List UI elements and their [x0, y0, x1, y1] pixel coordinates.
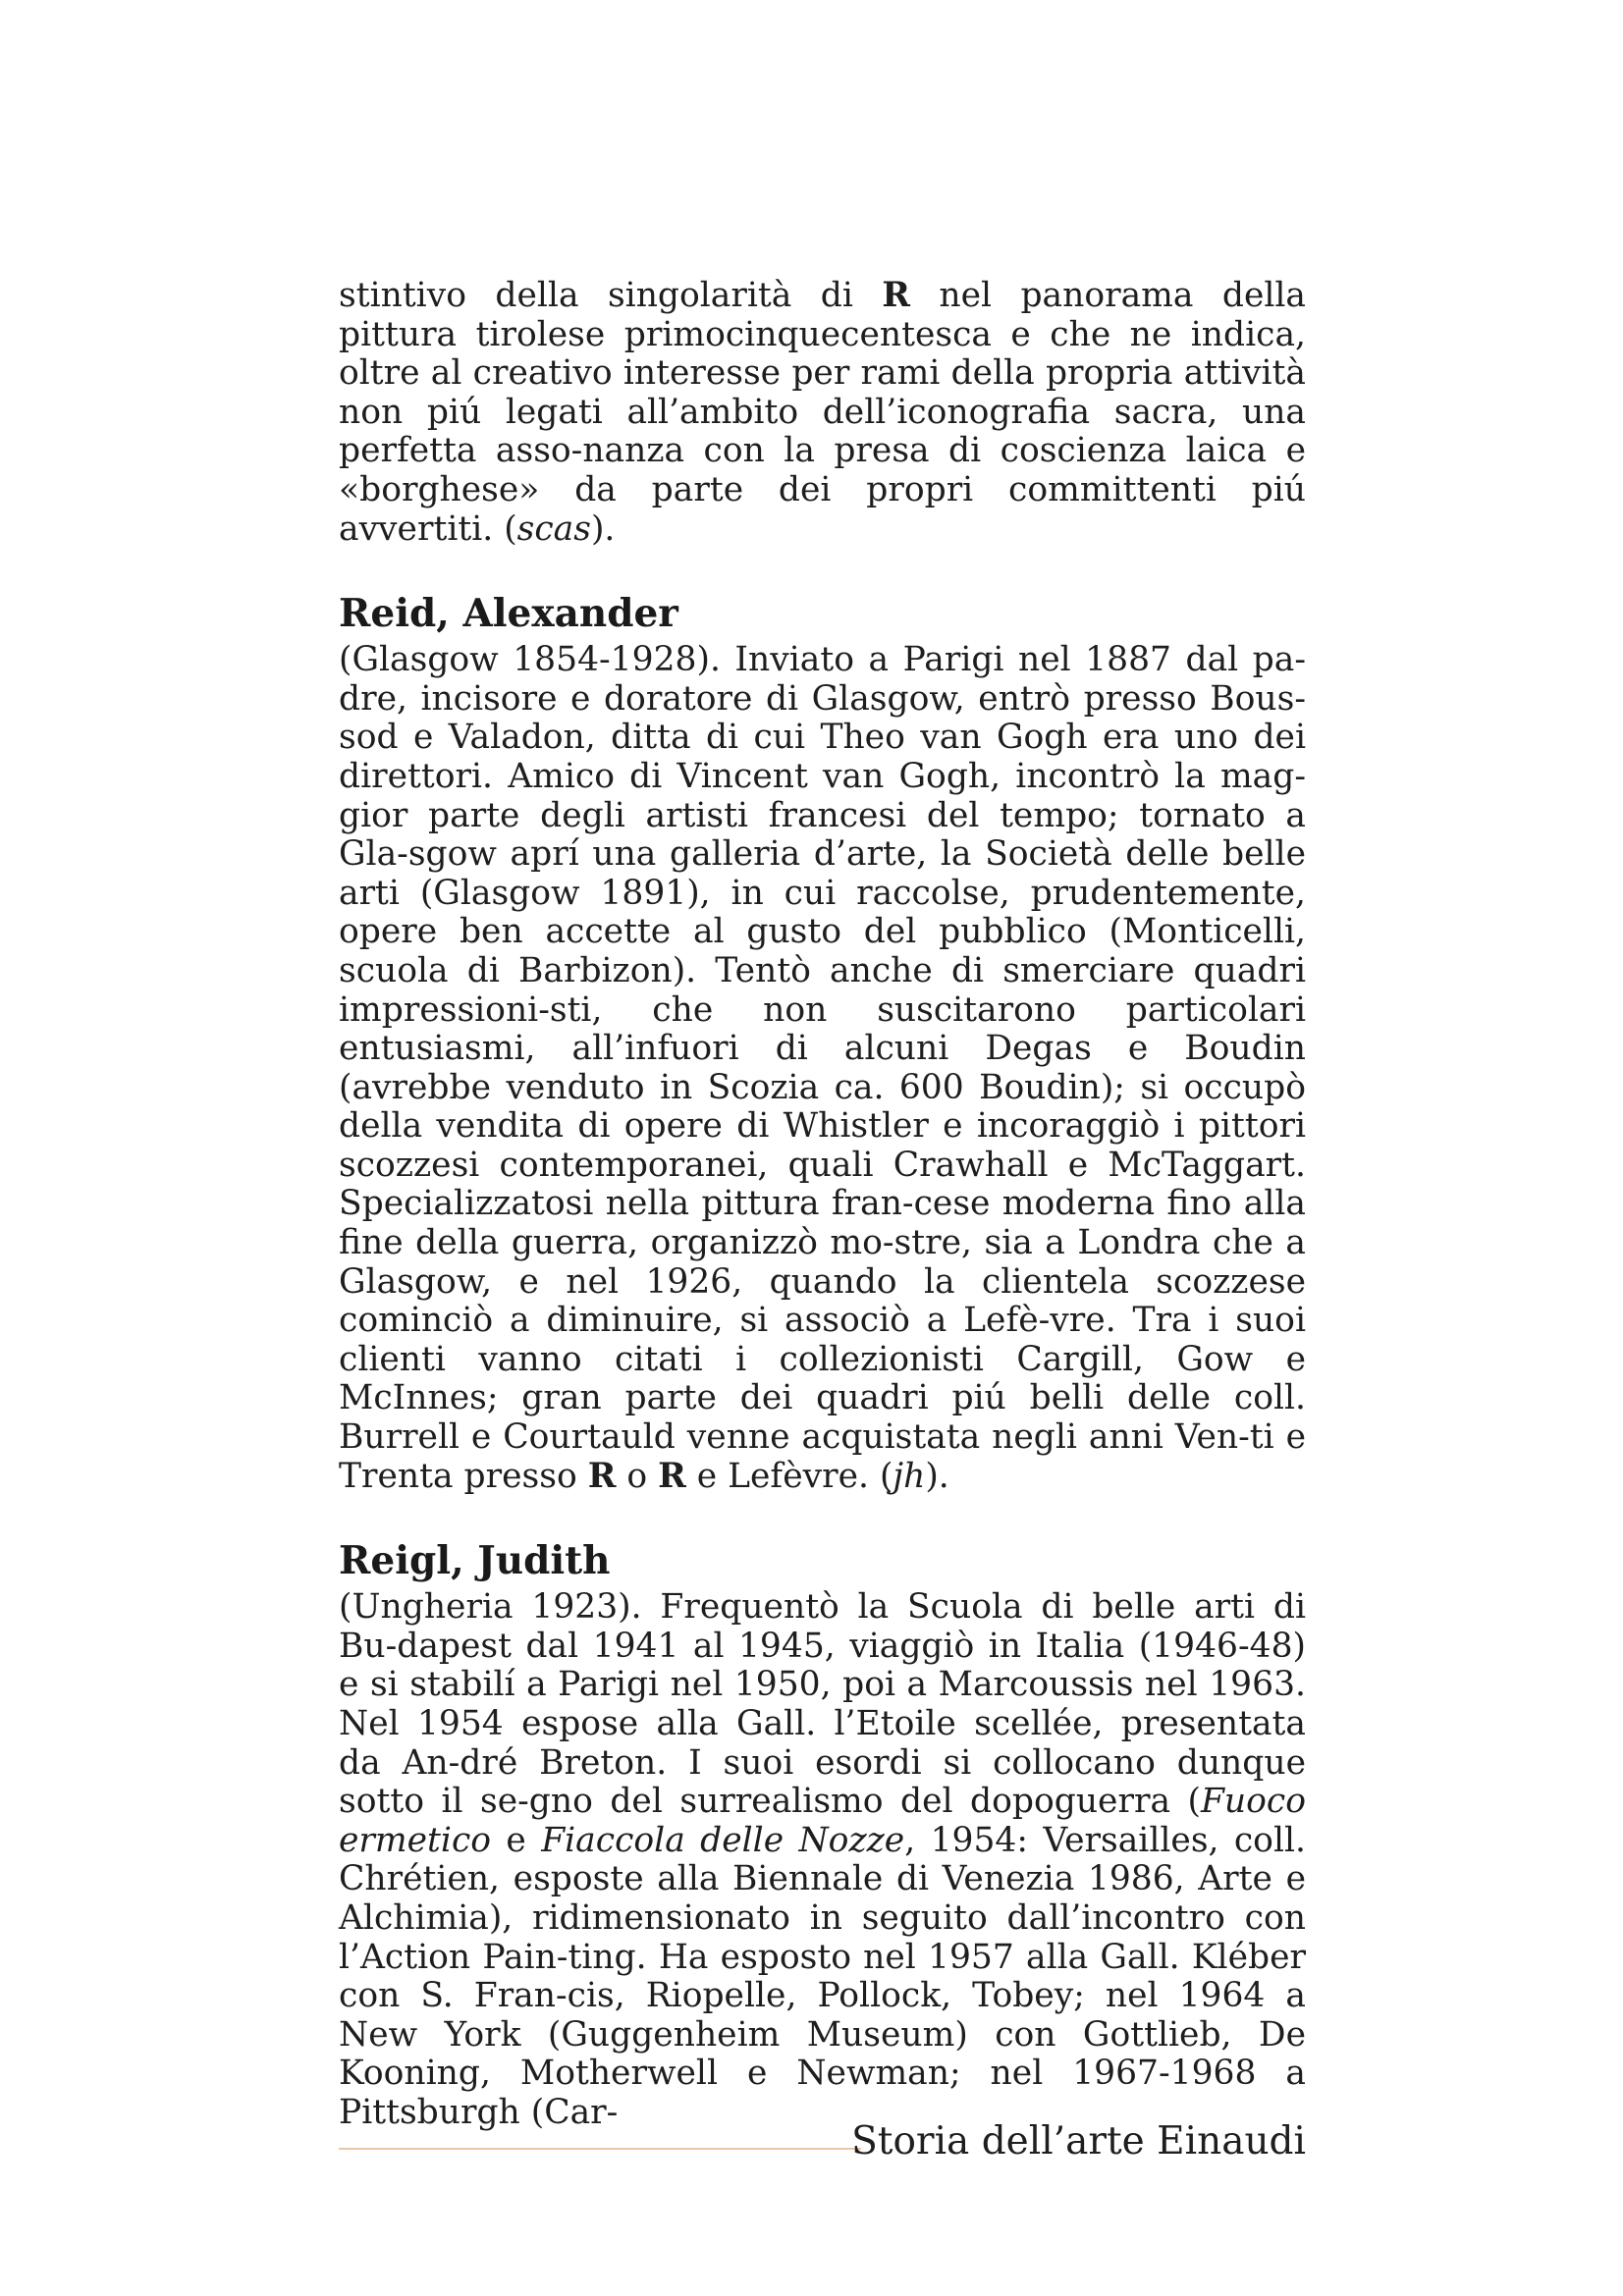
text-run: stintivo della singolarità di [339, 276, 883, 315]
entry-abbreviation: R [587, 1456, 617, 1496]
artwork-title: Fiaccola delle Nozze [541, 1820, 905, 1860]
footer-publisher: Storia dell’arte Einaudi [851, 2119, 1306, 2163]
text-run: nel panorama della pittura tirolese primocinquecentesca e che ne indica, oltre al creativo interesse per rami della propria attività non piú legati all’ambito dell’iconografia sacra, una perfetta asso-nanza con la presa di coscienza laica e «borghese» da parte dei propri committenti piú [339, 276, 1306, 509]
entry-title: Reid, Alexander [339, 591, 678, 637]
paragraph-tail [339, 509, 615, 549]
entry-body [339, 1588, 1306, 2132]
entry-body [339, 641, 1306, 1496]
text-run: e Lefèvre. ( [685, 1456, 893, 1496]
text-run: e [491, 1820, 542, 1860]
footer-rule [339, 2148, 861, 2150]
continuation-paragraph [339, 277, 1306, 549]
page-body [339, 277, 1306, 2133]
entry-reid-alexander [339, 592, 1306, 1496]
entry-abbreviation: R [882, 276, 910, 315]
page-footer [339, 2118, 1306, 2173]
text-run: avvertiti. ( [339, 508, 517, 549]
text-run: , 1954: Versailles, coll. Chrétien, esposte alla Biennale di Venezia 1986, Arte e Alchimia), ridimensionato in seguito dall’incontro con l’Action Pain-ting. Ha esposto nel 1957 alla Gall. Kléber con S. Fran-cis, Riopelle, Pollock, Tobey; nel 1964 a New York (Guggenheim Museum) con Gottlieb, De Kooning, Motherwell e Newman; nel 1967-1968 a Pittsburgh (Car- [339, 1820, 1306, 2132]
author-initials: scas [516, 508, 591, 549]
artwork-title: Fuoco ermetico [339, 1782, 1306, 1860]
text-run: ). [925, 1456, 949, 1496]
entry-abbreviation: R [658, 1456, 686, 1496]
text-run: (Glasgow 1854-1928). Inviato a Parigi nel 1887 dal pa-dre, incisore e doratore di Glasgow, entrò presso Bous-sod e Valadon, ditta di cui Theo van Gogh era uno dei direttori. Amico di Vincent van Gogh, incontrò la mag-gior parte degli artisti francesi del tempo; tornato a Gla-sgow aprí una galleria d’arte, la Società delle belle arti (Glasgow 1891), in cui raccolse, prudentemente, opere ben accette al gusto del pubblico (Monticelli, scuola di Barbizon). Tentò anche di smerciare quadri impressioni-sti, che non suscitarono particolari entusiasmi, all’infuori di alcuni Degas e Boudin (avrebbe venduto in Scozia ca. 600 Boudin); si occupò della vendita di opere di Whistler e incoraggiò i pittori scozzesi contemporanei, quali Crawhall e McTaggart. Specializzatosi nella pittura fran-cese moderna fino alla fine della guerra, organizzò mo-stre, sia a Londra che a Glasgow, e nel 1926, quando la clientela scozzese cominciò a diminuire, si associò a Lefè-vre. Tra i suoi clienti vanno citati i collezionisti Cargill, Gow e McInnes; gran parte dei quadri piú belli delle coll. Burrell e Courtauld venne acquistata negli anni Ven-ti e Trenta presso [339, 640, 1306, 1496]
text-run: o [616, 1456, 659, 1496]
paragraph-tail [588, 1457, 949, 1496]
author-initials: jh [893, 1456, 926, 1496]
text-run: ). [590, 508, 616, 549]
text-run: (Ungheria 1923). Frequentò la Scuola di belle arti di Bu-dapest dal 1941 al 1945, viaggiò in Italia (1946-48) e si stabilí a Parigi nel 1950, poi a Marcoussis nel 1963. Nel 1954 espose alla Gall. l’Etoile scellée, presentata da An-dré Breton. I suoi esordi si collocano dunque sotto il se-gno del surrealismo del dopoguerra ( [339, 1587, 1306, 1822]
entry-title: Reigl, Judith [339, 1538, 611, 1584]
entry-reigl-judith [339, 1539, 1306, 2132]
